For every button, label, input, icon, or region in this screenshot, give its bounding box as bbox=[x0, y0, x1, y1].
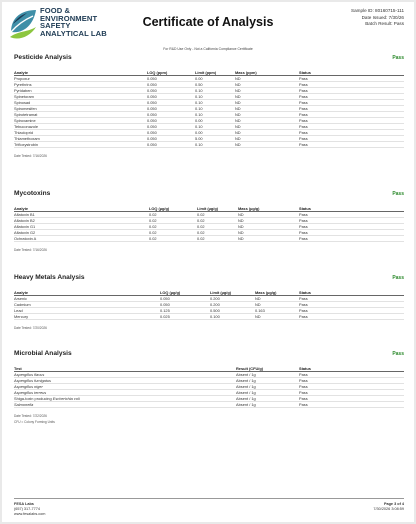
footer-page-info bbox=[373, 502, 404, 512]
section-title: Heavy Metals Analysis bbox=[14, 274, 85, 281]
pesticide-section bbox=[14, 54, 404, 184]
date-tested: Date Tested: 7/22/2026 bbox=[14, 414, 47, 418]
column-header: Limit (ppm) bbox=[195, 70, 217, 75]
table-cell: Pass bbox=[299, 236, 308, 241]
logo-line: ANALYTICAL LAB bbox=[40, 28, 107, 38]
table-cell: 0.00 bbox=[195, 118, 203, 123]
table-cell: Aflatoxin G2 bbox=[14, 230, 36, 235]
logo-line: ENVIRONMENT bbox=[40, 13, 98, 23]
table-cell: Mercury bbox=[14, 314, 29, 319]
table-cell: Pass bbox=[299, 142, 308, 147]
table-cell: 0.02 bbox=[149, 236, 157, 241]
column-header: Status bbox=[299, 70, 311, 75]
section-title: Pesticide Analysis bbox=[14, 54, 72, 61]
table-cell: Pass bbox=[299, 378, 308, 383]
table-cell: Pass bbox=[299, 308, 308, 313]
table-cell: Absent / 1g bbox=[236, 378, 256, 383]
table-cell: 0.050 bbox=[147, 106, 157, 111]
logo-line: SAFETY bbox=[40, 21, 71, 31]
table-cell: Pass bbox=[299, 314, 308, 319]
column-header: Mass (ppm) bbox=[235, 70, 257, 75]
table-cell: 0.00 bbox=[195, 130, 203, 135]
sample-meta bbox=[351, 8, 404, 28]
table-cell: Propoxur bbox=[14, 76, 30, 81]
mycotoxin-section bbox=[14, 190, 404, 270]
table-cell: 0.10 bbox=[195, 100, 203, 105]
table-cell: ND bbox=[235, 124, 241, 129]
table-row bbox=[14, 402, 404, 408]
table-cell: Pass bbox=[299, 88, 308, 93]
table-cell: Absent / 1g bbox=[236, 402, 256, 407]
column-header: LOQ (ppm) bbox=[147, 70, 168, 75]
table-cell: 0.125 bbox=[160, 308, 170, 313]
table-cell: Aspergillus niger bbox=[14, 384, 43, 389]
table-cell: 0.02 bbox=[149, 230, 157, 235]
table-cell: Pass bbox=[299, 82, 308, 87]
table-cell: Shiga-toxin producing Escherichia coli bbox=[14, 396, 80, 401]
table-cell: ND bbox=[235, 136, 241, 141]
table-cell: ND bbox=[235, 88, 241, 93]
table-cell: ND bbox=[238, 212, 244, 217]
results-table bbox=[14, 70, 404, 148]
table-cell: Pass bbox=[299, 302, 308, 307]
footer-contact bbox=[14, 502, 45, 517]
table-cell: Pass bbox=[299, 390, 308, 395]
table-cell: 0.100 bbox=[210, 314, 220, 319]
column-header: Analyte bbox=[14, 290, 29, 295]
table-cell: 0.200 bbox=[210, 296, 220, 301]
table-cell: 0.10 bbox=[195, 124, 203, 129]
coa-page bbox=[2, 2, 414, 522]
table-cell: 0.10 bbox=[195, 112, 203, 117]
results-table bbox=[14, 206, 404, 242]
table-cell: Pass bbox=[299, 224, 308, 229]
table-cell: ND bbox=[235, 112, 241, 117]
table-cell: 0.02 bbox=[197, 218, 205, 223]
table-cell: 0.500 bbox=[210, 308, 220, 313]
table-cell: Absent / 1g bbox=[236, 384, 256, 389]
table-cell: 0.00 bbox=[195, 76, 203, 81]
section-title: Microbial Analysis bbox=[14, 350, 72, 357]
table-cell: Pass bbox=[299, 106, 308, 111]
table-cell: Arsenic bbox=[14, 296, 27, 301]
microbial-section bbox=[14, 350, 404, 442]
table-cell: 0.050 bbox=[147, 124, 157, 129]
date-issued: Date Issued: 7/30/26 bbox=[361, 14, 404, 20]
table-cell: Pyridaben bbox=[14, 88, 32, 93]
table-cell: ND bbox=[235, 142, 241, 147]
table-cell: 0.50 bbox=[195, 82, 203, 87]
table-cell: 0.02 bbox=[197, 230, 205, 235]
table-cell: 0.02 bbox=[197, 212, 205, 217]
table-cell: 0.02 bbox=[149, 224, 157, 229]
table-cell: 0.050 bbox=[147, 82, 157, 87]
column-header: Status bbox=[299, 206, 311, 211]
column-header: Test bbox=[14, 366, 22, 371]
section-result: Pass bbox=[392, 191, 404, 197]
results-table bbox=[14, 290, 404, 320]
table-cell: ND bbox=[235, 82, 241, 87]
table-cell: Spinosad bbox=[14, 100, 31, 105]
table-cell: ND bbox=[255, 302, 261, 307]
section-title: Mycotoxins bbox=[14, 190, 51, 197]
table-cell: Spiroxamine bbox=[14, 118, 36, 123]
table-cell: ND bbox=[255, 296, 261, 301]
column-header: Limit (µg/g) bbox=[210, 290, 232, 295]
table-cell: 0.050 bbox=[160, 302, 170, 307]
table-cell: 0.10 bbox=[195, 142, 203, 147]
table-cell: Pass bbox=[299, 94, 308, 99]
table-cell: 0.02 bbox=[149, 218, 157, 223]
table-row bbox=[14, 236, 404, 242]
table-cell: Pass bbox=[299, 124, 308, 129]
table-cell: 0.10 bbox=[195, 94, 203, 99]
date-tested: Date Tested: 7/16/2026 bbox=[14, 248, 47, 252]
table-cell: Pass bbox=[299, 218, 308, 223]
column-header: Limit (µg/g) bbox=[197, 206, 219, 211]
table-cell: Salmonella bbox=[14, 402, 34, 407]
table-cell: ND bbox=[235, 94, 241, 99]
table-cell: Spiromesifen bbox=[14, 106, 37, 111]
table-cell: Aflatoxin B1 bbox=[14, 212, 35, 217]
table-cell: 0.050 bbox=[147, 118, 157, 123]
table-cell: 0.050 bbox=[160, 296, 170, 301]
column-header: LOQ (µg/g) bbox=[160, 290, 181, 295]
column-header: LOQ (µg/g) bbox=[149, 206, 170, 211]
table-cell: 0.163 bbox=[255, 308, 265, 313]
table-cell: ND bbox=[238, 224, 244, 229]
table-cell: 0.02 bbox=[197, 224, 205, 229]
table-cell: ND bbox=[235, 100, 241, 105]
table-cell: ND bbox=[235, 118, 241, 123]
table-cell: Aflatoxin B2 bbox=[14, 218, 35, 223]
table-cell: 0.050 bbox=[147, 100, 157, 105]
table-cell: 0.050 bbox=[147, 136, 157, 141]
document-title: Certificate of Analysis bbox=[142, 15, 274, 29]
section-result: Pass bbox=[392, 275, 404, 281]
table-cell: 0.050 bbox=[147, 94, 157, 99]
table-cell: 0.200 bbox=[210, 302, 220, 307]
table-cell: 0.050 bbox=[147, 142, 157, 147]
table-cell: 0.02 bbox=[197, 236, 205, 241]
table-cell: Pass bbox=[299, 396, 308, 401]
table-cell: 0.050 bbox=[147, 112, 157, 117]
table-row bbox=[14, 314, 404, 320]
table-cell: Aflatoxin G1 bbox=[14, 224, 36, 229]
table-cell: 0.050 bbox=[147, 130, 157, 135]
table-cell: Pass bbox=[299, 100, 308, 105]
table-cell: 5.00 bbox=[195, 136, 203, 141]
section-result: Pass bbox=[392, 351, 404, 357]
print-timestamp: 7/30/2026 3:08:59 bbox=[373, 507, 404, 511]
column-header: Analyte bbox=[14, 206, 29, 211]
sample-id: Sample ID: 80160715-111 bbox=[351, 8, 404, 13]
table-cell: Pass bbox=[299, 230, 308, 235]
table-cell: Absent / 1g bbox=[236, 396, 256, 401]
table-cell: Spirotetramat bbox=[14, 112, 38, 117]
table-cell: Lead bbox=[14, 308, 23, 313]
batch-result: Batch Result: Pass bbox=[365, 21, 404, 27]
table-cell: ND bbox=[235, 106, 241, 111]
table-cell: Pass bbox=[299, 296, 308, 301]
column-header: Result (CFU/g) bbox=[236, 366, 264, 371]
table-cell: Pass bbox=[299, 112, 308, 117]
footer bbox=[14, 498, 404, 518]
table-cell: Thiamethoxam bbox=[14, 136, 40, 141]
footnote: CFU = Colony Forming Units bbox=[14, 420, 55, 424]
table-cell: Trifloxystrobin bbox=[14, 142, 39, 147]
section-result: Pass bbox=[392, 55, 404, 61]
table-cell: 0.10 bbox=[195, 88, 203, 93]
table-cell: Aspergillus flavus bbox=[14, 372, 45, 377]
table-cell: Spinetoram bbox=[14, 94, 34, 99]
header bbox=[2, 2, 414, 46]
table-row bbox=[14, 142, 404, 148]
table-cell: Thiacloprid bbox=[14, 130, 34, 135]
column-header: Mass (µg/g) bbox=[238, 206, 260, 211]
table-cell: Pass bbox=[299, 130, 308, 135]
table-cell: Pass bbox=[299, 136, 308, 141]
page-number: Page 3 of 4 bbox=[383, 502, 404, 506]
table-cell: ND bbox=[235, 130, 241, 135]
date-tested: Date Tested: 7/20/2026 bbox=[14, 326, 47, 330]
table-cell: Pass bbox=[299, 118, 308, 123]
column-header: Analyte bbox=[14, 70, 29, 75]
table-cell: Pass bbox=[299, 384, 308, 389]
heavy-metals-section bbox=[14, 274, 404, 344]
table-cell: Absent / 1g bbox=[236, 390, 256, 395]
table-cell: Pass bbox=[299, 372, 308, 377]
date-tested: Date Tested: 7/16/2026 bbox=[14, 154, 47, 158]
table-cell: 0.050 bbox=[147, 88, 157, 93]
results-table bbox=[14, 366, 404, 408]
table-cell: ND bbox=[238, 218, 244, 223]
table-cell: Ochratoxin A bbox=[14, 236, 37, 241]
column-header: Mass (µg/g) bbox=[255, 290, 277, 295]
table-cell: Absent / 1g bbox=[236, 372, 256, 377]
table-cell: 0.10 bbox=[195, 106, 203, 111]
compliance-note: For R&D Use Only - Not a California Compliance Certificate bbox=[163, 47, 253, 51]
table-cell: ND bbox=[238, 230, 244, 235]
table-cell: 0.025 bbox=[160, 314, 170, 319]
column-header: Status bbox=[299, 366, 311, 371]
table-cell: Cadmium bbox=[14, 302, 31, 307]
table-cell: Pass bbox=[299, 402, 308, 407]
column-header: Status bbox=[299, 290, 311, 295]
footer-company: FESA Labs bbox=[14, 502, 34, 506]
table-cell: Pyrethrins bbox=[14, 82, 32, 87]
table-cell: ND bbox=[255, 314, 261, 319]
table-cell: ND bbox=[235, 76, 241, 81]
footer-phone: (657) 317-7774 bbox=[14, 507, 40, 511]
table-cell: Aspergillus terreus bbox=[14, 390, 47, 395]
table-cell: ND bbox=[238, 236, 244, 241]
footer-website[interactable]: www.fesalabs.com bbox=[14, 512, 46, 516]
table-cell: Pass bbox=[299, 212, 308, 217]
table-cell: Pass bbox=[299, 76, 308, 81]
logo-line: FOOD & bbox=[40, 6, 71, 15]
table-cell: 0.02 bbox=[149, 212, 157, 217]
table-cell: 0.050 bbox=[147, 76, 157, 81]
table-cell: Tebuconazole bbox=[14, 124, 39, 129]
table-cell: Aspergillus fumigatus bbox=[14, 378, 51, 383]
